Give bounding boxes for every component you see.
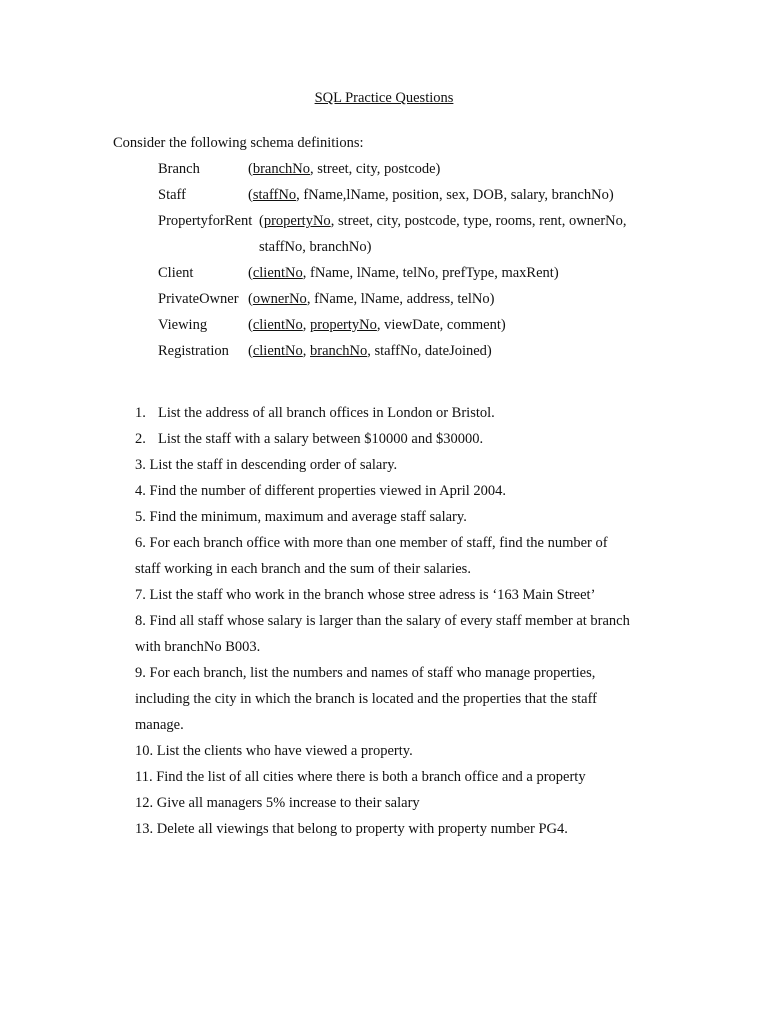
table-name: Branch: [158, 161, 200, 177]
list-item: 10. List the clients who have viewed a property.: [135, 743, 413, 759]
table-name: Staff: [158, 187, 186, 203]
table-attributes: staffNo, branchNo): [259, 239, 372, 255]
table-name: Viewing: [158, 317, 208, 333]
primary-key: clientNo: [252, 265, 303, 281]
table-attributes: (clientNo, fName, lName, telNo, prefType, maxRent): [248, 265, 559, 281]
question-list: [135, 400, 695, 842]
schema-row-privateowner: [158, 288, 718, 314]
list-item: 5. Find the minimum, maximum and average staff salary.: [135, 509, 467, 525]
schema-definitions: [158, 158, 718, 366]
schema-row-client: [158, 262, 718, 288]
list-item-continuation: with branchNo B003.: [135, 639, 261, 655]
list-item: 8. Find all staff whose salary is larger than the salary of every staff member at branch: [135, 613, 630, 629]
table-attributes: (ownerNo, fName, lName, address, telNo): [248, 291, 495, 307]
intro-text: Consider the following schema definitions:: [113, 135, 364, 151]
schema-row-propertyforrent: [158, 210, 718, 236]
table-name: PrivateOwner: [158, 291, 239, 307]
schema-row-propertyforrent-cont: [158, 236, 718, 262]
primary-key: propertyNo: [263, 213, 331, 229]
table-name: Client: [158, 265, 194, 281]
table-attributes: (clientNo, propertyNo, viewDate, comment): [248, 317, 506, 333]
list-item: 13. Delete all viewings that belong to property with property number PG4.: [135, 821, 568, 837]
table-attributes: (staffNo, fName,lName, position, sex, DOB, salary, branchNo): [248, 187, 614, 203]
schema-row-registration: [158, 340, 718, 366]
table-name: Registration: [158, 343, 229, 359]
list-item: 7. List the staff who work in the branch whose stree adress is ‘163 Main Street’: [135, 587, 596, 603]
list-item-continuation: staff working in each branch and the sum of their salaries.: [135, 561, 471, 577]
primary-key: branchNo: [310, 343, 368, 359]
list-item: 11. Find the list of all cities where there is both a branch office and a property: [135, 769, 586, 785]
primary-key: clientNo: [252, 317, 303, 333]
list-item: 4. Find the number of different properties viewed in April 2004.: [135, 483, 507, 499]
list-item: 6. For each branch office with more than one member of staff, find the number of: [135, 535, 608, 551]
list-item: 1. List the address of all branch offices in London or Bristol.: [135, 405, 495, 421]
primary-key: propertyNo: [310, 317, 377, 333]
list-item-continuation: including the city in which the branch is located and the properties that the staff: [135, 691, 597, 707]
primary-key: ownerNo: [252, 291, 307, 307]
table-attributes: (clientNo, branchNo, staffNo, dateJoined): [248, 343, 492, 359]
list-item: 2. List the staff with a salary between $10000 and $30000.: [135, 431, 484, 447]
list-item: 9. For each branch, list the numbers and names of staff who manage properties,: [135, 665, 596, 681]
schema-row-branch: [158, 158, 718, 184]
page-title: SQL Practice Questions: [314, 90, 454, 106]
schema-row-viewing: [158, 314, 718, 340]
primary-key: staffNo: [252, 187, 297, 203]
primary-key: branchNo: [252, 161, 311, 177]
list-item: 3. List the staff in descending order of salary.: [135, 457, 398, 473]
table-attributes: (propertyNo, street, city, postcode, type, rooms, rent, ownerNo,: [259, 213, 627, 229]
list-item: 12. Give all managers 5% increase to their salary: [135, 795, 420, 811]
table-attributes: (branchNo, street, city, postcode): [248, 161, 441, 177]
primary-key: clientNo: [252, 343, 303, 359]
list-item-continuation: manage.: [135, 717, 184, 733]
schema-row-staff: [158, 184, 718, 210]
table-name: PropertyforRent: [158, 213, 253, 229]
